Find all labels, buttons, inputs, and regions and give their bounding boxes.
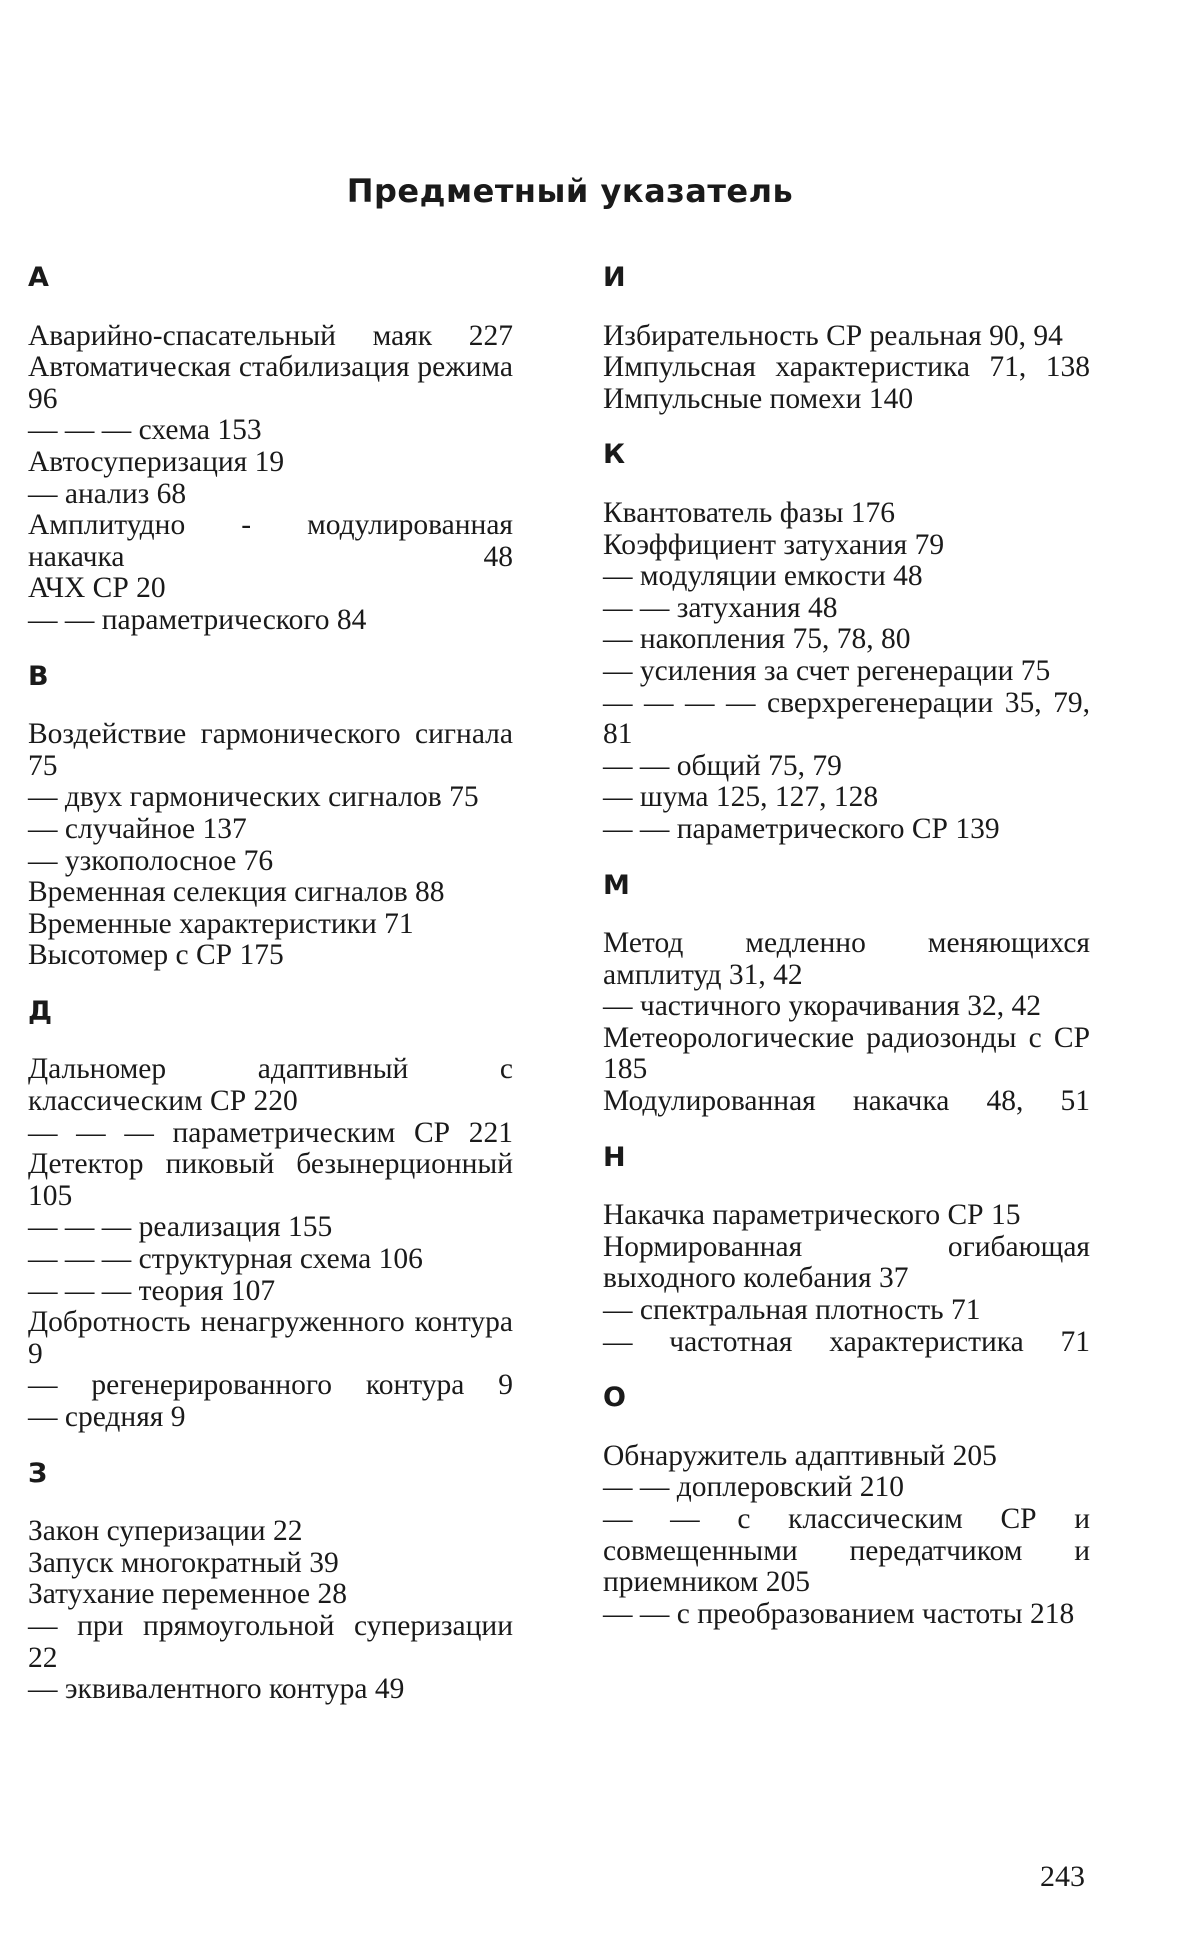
index-entry: Метеорологические радиозонды с СР 185 (603, 1021, 1090, 1086)
index-entry: — — — схема 153 (28, 414, 262, 447)
index-entry: Квантователь фазы 176 (603, 496, 896, 529)
index-section-a (28, 262, 513, 637)
index-column-right (603, 262, 1090, 1654)
index-entry: Запуск многократный 39 (28, 1546, 339, 1579)
index-section-d (28, 996, 513, 1434)
index-entry: Импульсная характеристика 71, 138 (603, 351, 1090, 384)
index-entry: Детектор пиковый безынерционный 105 (28, 1148, 513, 1212)
index-section-v (28, 661, 513, 972)
index-entry: — — — теория 107 (28, 1274, 276, 1307)
index-entry: — — затухания 48 (603, 591, 838, 624)
index-entry: Временная селекция сигналов 88 (28, 876, 445, 909)
index-entry: — при прямоугольной суперизации 22 (28, 1609, 513, 1674)
index-entry: Избирательность СР реальная 90, 94 (603, 319, 1063, 352)
index-entry: Затухание переменное 28 (28, 1578, 347, 1611)
index-entry: — — общий 75, 79 (603, 749, 842, 782)
index-entry: — — — структурная схема 106 (28, 1243, 423, 1276)
section-letter: О (603, 1382, 626, 1414)
index-entry: Обнаружитель адаптивный 205 (603, 1439, 997, 1472)
section-letter: В (28, 660, 49, 692)
index-entry: Аварийно-спасательный маяк 227 (28, 319, 513, 352)
index-entry: Закон суперизации 22 (28, 1515, 303, 1548)
index-entry: Амплитудно - модулированная накачка 48 (28, 509, 513, 573)
index-entry: — средняя 9 (28, 1401, 186, 1433)
index-entry: Коэффициент затухания 79 (603, 528, 945, 561)
index-entry: АЧХ СР 20 (28, 572, 166, 605)
index-entry: — регенерированного контура 9 (28, 1369, 513, 1402)
index-entry: Высотомер с СР 175 (28, 939, 284, 972)
index-entry: Модулированная накачка 48, 51 (603, 1085, 1090, 1118)
index-entry: — частотная характеристика 71 (603, 1325, 1090, 1358)
index-entry: Добротность ненагруженного контура 9 (28, 1306, 513, 1370)
index-entry: — узкополосное 76 (28, 844, 274, 877)
index-section-i (603, 262, 1090, 415)
index-section-k (603, 439, 1090, 845)
index-entry: — — параметрического 84 (28, 603, 367, 636)
section-letter: М (603, 869, 630, 901)
section-letter: З (28, 1457, 48, 1489)
page-number: 243 (1040, 1860, 1085, 1893)
index-entry: Накачка параметрического СР 15 (603, 1199, 1021, 1232)
index-entry: Метод медленно меняющихся амплитуд 31, 42 (603, 927, 1090, 991)
page-title: Предметный указатель (346, 172, 794, 210)
index-entry: Автоматическая стабилизация режима 96 (28, 351, 513, 415)
index-entry: — эквивалентного контура 49 (28, 1673, 405, 1706)
index-entry: — спектральная плотность 71 (603, 1294, 981, 1327)
index-entry: Нормированная огибающая выходного колебания 37 (603, 1230, 1090, 1295)
index-entry: Воздействие гармонического сигнала 75 (28, 718, 513, 782)
index-entry: — — доплеровский 210 (603, 1471, 904, 1504)
index-entry: — усиления за счет регенерации 75 (603, 654, 1051, 687)
index-section-m (603, 870, 1090, 1118)
index-entry: — анализ 68 (28, 477, 187, 510)
index-entry: Импульсные помехи 140 (603, 382, 914, 415)
index-entry: — — — — сверхрегенерации 35, 79, 81 (603, 686, 1090, 751)
section-letter: И (603, 262, 626, 293)
index-entry: — частичного укорачивания 32, 42 (603, 990, 1041, 1023)
index-section-n (603, 1142, 1090, 1359)
index-entry: — — — реализация 155 (28, 1211, 333, 1244)
section-letter: К (603, 439, 626, 471)
index-entry: Временные характеристики 71 (28, 907, 414, 940)
index-entry: — случайное 137 (28, 812, 247, 845)
index-entry: — — с классическим СР и совмещенными передатчиком и приемником 205 (603, 1503, 1090, 1599)
index-entry: — двух гармонических сигналов 75 (28, 781, 479, 814)
index-entry: — — — параметрическим СР 221 (28, 1116, 513, 1149)
index-entry: Дальномер адаптивный с классическим СР 220 (28, 1053, 513, 1118)
section-letter: Д (28, 995, 53, 1027)
index-section-z (28, 1458, 513, 1706)
section-letter: Н (603, 1141, 626, 1173)
index-section-o (603, 1382, 1090, 1630)
index-entry: — — параметрического СР 139 (603, 812, 1000, 845)
index-entry: — — с преобразованием частоты 218 (603, 1597, 1075, 1630)
index-entry: — накопления 75, 78, 80 (603, 623, 911, 656)
section-letter: А (28, 262, 49, 293)
index-entry: — шума 125, 127, 128 (603, 781, 879, 814)
index-column-left (28, 262, 513, 1730)
index-entry: Автосуперизация 19 (28, 445, 285, 478)
index-entry: — модуляции емкости 48 (603, 560, 923, 593)
